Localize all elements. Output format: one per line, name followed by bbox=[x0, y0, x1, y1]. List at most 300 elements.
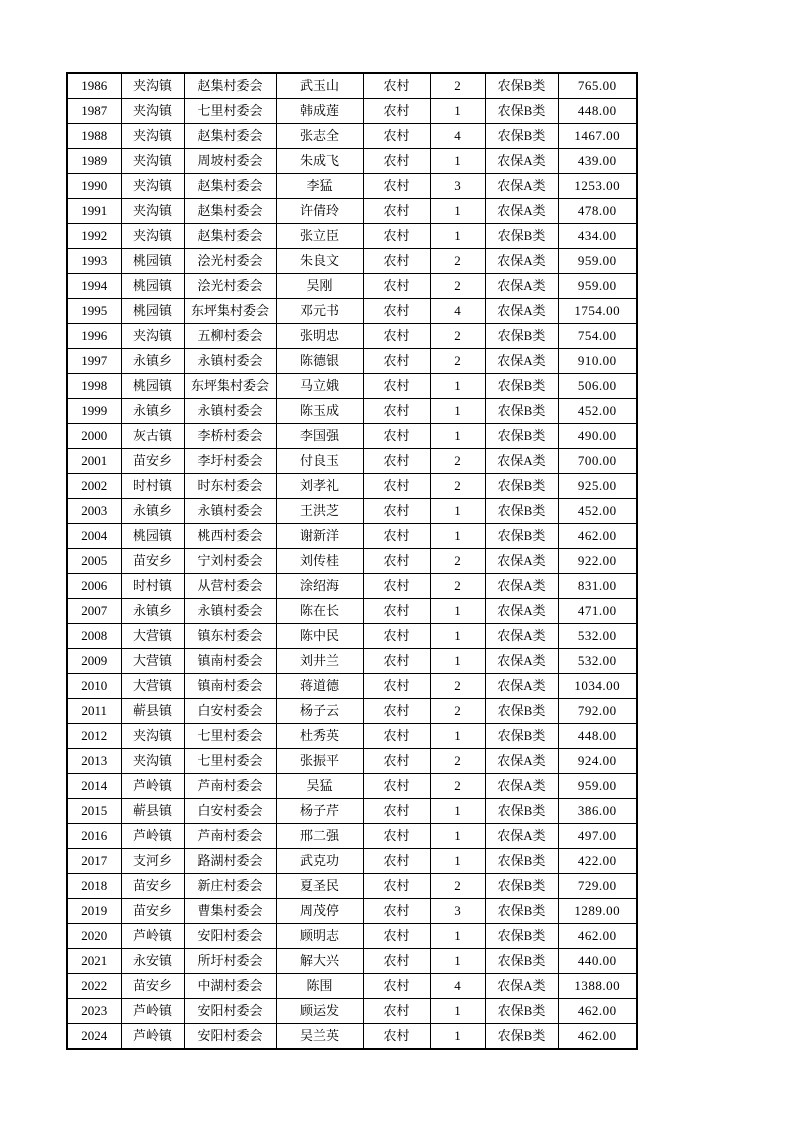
cell-insurance_type: 农保B类 bbox=[485, 73, 558, 99]
cell-category: 农村 bbox=[363, 699, 430, 724]
cell-insurance_type: 农保B类 bbox=[485, 1024, 558, 1050]
cell-insurance_type: 农保A类 bbox=[485, 649, 558, 674]
table-row bbox=[67, 824, 637, 849]
cell-village: 镇南村委会 bbox=[184, 649, 276, 674]
cell-insurance_type: 农保A类 bbox=[485, 749, 558, 774]
table-row bbox=[67, 374, 637, 399]
cell-category: 农村 bbox=[363, 499, 430, 524]
cell-town: 桃园镇 bbox=[121, 249, 184, 274]
cell-village: 浍光村委会 bbox=[184, 274, 276, 299]
cell-name: 朱成飞 bbox=[276, 149, 363, 174]
cell-row_no: 2013 bbox=[67, 749, 121, 774]
cell-name: 刘孝礼 bbox=[276, 474, 363, 499]
cell-town: 芦岭镇 bbox=[121, 924, 184, 949]
cell-persons: 3 bbox=[430, 174, 485, 199]
cell-persons: 2 bbox=[430, 874, 485, 899]
cell-row_no: 1987 bbox=[67, 99, 121, 124]
cell-row_no: 2014 bbox=[67, 774, 121, 799]
cell-persons: 4 bbox=[430, 299, 485, 324]
cell-village: 李圩村委会 bbox=[184, 449, 276, 474]
cell-town: 时村镇 bbox=[121, 474, 184, 499]
cell-amount: 490.00 bbox=[558, 424, 637, 449]
cell-amount: 924.00 bbox=[558, 749, 637, 774]
table-row bbox=[67, 449, 637, 474]
cell-persons: 2 bbox=[430, 73, 485, 99]
cell-village: 桃西村委会 bbox=[184, 524, 276, 549]
cell-amount: 959.00 bbox=[558, 249, 637, 274]
cell-category: 农村 bbox=[363, 649, 430, 674]
cell-row_no: 2001 bbox=[67, 449, 121, 474]
cell-village: 东坪集村委会 bbox=[184, 299, 276, 324]
cell-town: 永镇乡 bbox=[121, 399, 184, 424]
cell-name: 顾明志 bbox=[276, 924, 363, 949]
cell-persons: 1 bbox=[430, 1024, 485, 1050]
cell-town: 蕲县镇 bbox=[121, 799, 184, 824]
table-row bbox=[67, 499, 637, 524]
cell-row_no: 2005 bbox=[67, 549, 121, 574]
cell-insurance_type: 农保B类 bbox=[485, 474, 558, 499]
cell-amount: 792.00 bbox=[558, 699, 637, 724]
cell-category: 农村 bbox=[363, 949, 430, 974]
cell-insurance_type: 农保B类 bbox=[485, 99, 558, 124]
cell-amount: 462.00 bbox=[558, 999, 637, 1024]
cell-persons: 1 bbox=[430, 949, 485, 974]
cell-row_no: 2019 bbox=[67, 899, 121, 924]
cell-row_no: 1998 bbox=[67, 374, 121, 399]
cell-row_no: 2004 bbox=[67, 524, 121, 549]
table-row bbox=[67, 299, 637, 324]
cell-name: 陈德银 bbox=[276, 349, 363, 374]
cell-insurance_type: 农保B类 bbox=[485, 899, 558, 924]
cell-name: 周茂停 bbox=[276, 899, 363, 924]
cell-amount: 422.00 bbox=[558, 849, 637, 874]
cell-amount: 440.00 bbox=[558, 949, 637, 974]
cell-town: 永镇乡 bbox=[121, 499, 184, 524]
cell-persons: 1 bbox=[430, 399, 485, 424]
cell-row_no: 2008 bbox=[67, 624, 121, 649]
table-row bbox=[67, 999, 637, 1024]
cell-category: 农村 bbox=[363, 749, 430, 774]
cell-name: 武玉山 bbox=[276, 73, 363, 99]
cell-category: 农村 bbox=[363, 874, 430, 899]
cell-row_no: 2010 bbox=[67, 674, 121, 699]
cell-town: 夹沟镇 bbox=[121, 73, 184, 99]
table-row bbox=[67, 1024, 637, 1050]
cell-name: 李国强 bbox=[276, 424, 363, 449]
cell-amount: 434.00 bbox=[558, 224, 637, 249]
cell-row_no: 1999 bbox=[67, 399, 121, 424]
cell-town: 芦岭镇 bbox=[121, 999, 184, 1024]
cell-amount: 1754.00 bbox=[558, 299, 637, 324]
cell-village: 从营村委会 bbox=[184, 574, 276, 599]
table-row bbox=[67, 774, 637, 799]
cell-town: 苗安乡 bbox=[121, 974, 184, 999]
cell-persons: 4 bbox=[430, 974, 485, 999]
cell-category: 农村 bbox=[363, 724, 430, 749]
cell-name: 李猛 bbox=[276, 174, 363, 199]
cell-row_no: 1991 bbox=[67, 199, 121, 224]
cell-persons: 1 bbox=[430, 224, 485, 249]
cell-name: 杨子云 bbox=[276, 699, 363, 724]
table-row bbox=[67, 949, 637, 974]
cell-name: 朱良文 bbox=[276, 249, 363, 274]
cell-town: 桃园镇 bbox=[121, 274, 184, 299]
cell-town: 大营镇 bbox=[121, 624, 184, 649]
cell-village: 时东村委会 bbox=[184, 474, 276, 499]
cell-row_no: 1993 bbox=[67, 249, 121, 274]
cell-amount: 462.00 bbox=[558, 524, 637, 549]
cell-name: 陈在长 bbox=[276, 599, 363, 624]
cell-insurance_type: 农保B类 bbox=[485, 524, 558, 549]
cell-persons: 1 bbox=[430, 824, 485, 849]
cell-village: 浍光村委会 bbox=[184, 249, 276, 274]
table-row bbox=[67, 574, 637, 599]
cell-row_no: 2015 bbox=[67, 799, 121, 824]
cell-village: 赵集村委会 bbox=[184, 174, 276, 199]
cell-persons: 1 bbox=[430, 849, 485, 874]
cell-town: 灰古镇 bbox=[121, 424, 184, 449]
cell-category: 农村 bbox=[363, 224, 430, 249]
table-row bbox=[67, 749, 637, 774]
cell-category: 农村 bbox=[363, 424, 430, 449]
table-row bbox=[67, 424, 637, 449]
cell-amount: 532.00 bbox=[558, 624, 637, 649]
table-row bbox=[67, 599, 637, 624]
cell-town: 桃园镇 bbox=[121, 299, 184, 324]
table-row bbox=[67, 249, 637, 274]
cell-persons: 2 bbox=[430, 274, 485, 299]
cell-category: 农村 bbox=[363, 474, 430, 499]
cell-insurance_type: 农保B类 bbox=[485, 799, 558, 824]
cell-village: 七里村委会 bbox=[184, 99, 276, 124]
cell-category: 农村 bbox=[363, 549, 430, 574]
cell-amount: 754.00 bbox=[558, 324, 637, 349]
cell-village: 中湖村委会 bbox=[184, 974, 276, 999]
cell-row_no: 2017 bbox=[67, 849, 121, 874]
cell-persons: 2 bbox=[430, 699, 485, 724]
cell-category: 农村 bbox=[363, 599, 430, 624]
cell-village: 五柳村委会 bbox=[184, 324, 276, 349]
cell-amount: 448.00 bbox=[558, 99, 637, 124]
cell-amount: 462.00 bbox=[558, 1024, 637, 1050]
cell-village: 路湖村委会 bbox=[184, 849, 276, 874]
cell-town: 苗安乡 bbox=[121, 899, 184, 924]
cell-insurance_type: 农保B类 bbox=[485, 124, 558, 149]
cell-persons: 2 bbox=[430, 474, 485, 499]
cell-insurance_type: 农保A类 bbox=[485, 774, 558, 799]
cell-amount: 959.00 bbox=[558, 274, 637, 299]
cell-village: 镇东村委会 bbox=[184, 624, 276, 649]
cell-amount: 497.00 bbox=[558, 824, 637, 849]
cell-town: 夹沟镇 bbox=[121, 149, 184, 174]
cell-category: 农村 bbox=[363, 1024, 430, 1050]
cell-insurance_type: 农保B类 bbox=[485, 874, 558, 899]
cell-insurance_type: 农保B类 bbox=[485, 374, 558, 399]
cell-category: 农村 bbox=[363, 999, 430, 1024]
cell-insurance_type: 农保B类 bbox=[485, 399, 558, 424]
cell-village: 安阳村委会 bbox=[184, 999, 276, 1024]
table-row bbox=[67, 349, 637, 374]
table-row bbox=[67, 549, 637, 574]
table-row bbox=[67, 724, 637, 749]
table-row bbox=[67, 899, 637, 924]
cell-row_no: 2021 bbox=[67, 949, 121, 974]
cell-category: 农村 bbox=[363, 199, 430, 224]
cell-name: 许倩玲 bbox=[276, 199, 363, 224]
cell-name: 邓元书 bbox=[276, 299, 363, 324]
cell-village: 七里村委会 bbox=[184, 749, 276, 774]
cell-insurance_type: 农保A类 bbox=[485, 349, 558, 374]
table-row bbox=[67, 224, 637, 249]
cell-village: 东坪集村委会 bbox=[184, 374, 276, 399]
cell-amount: 1289.00 bbox=[558, 899, 637, 924]
cell-name: 杜秀英 bbox=[276, 724, 363, 749]
cell-name: 陈围 bbox=[276, 974, 363, 999]
cell-insurance_type: 农保B类 bbox=[485, 924, 558, 949]
insurance-register-table bbox=[66, 72, 638, 1050]
cell-row_no: 2002 bbox=[67, 474, 121, 499]
table-row bbox=[67, 199, 637, 224]
cell-amount: 925.00 bbox=[558, 474, 637, 499]
cell-amount: 532.00 bbox=[558, 649, 637, 674]
cell-persons: 2 bbox=[430, 324, 485, 349]
cell-row_no: 2022 bbox=[67, 974, 121, 999]
cell-amount: 910.00 bbox=[558, 349, 637, 374]
cell-category: 农村 bbox=[363, 449, 430, 474]
cell-amount: 1034.00 bbox=[558, 674, 637, 699]
cell-insurance_type: 农保A类 bbox=[485, 574, 558, 599]
cell-persons: 1 bbox=[430, 524, 485, 549]
cell-amount: 471.00 bbox=[558, 599, 637, 624]
cell-persons: 1 bbox=[430, 999, 485, 1024]
cell-category: 农村 bbox=[363, 149, 430, 174]
cell-town: 苗安乡 bbox=[121, 549, 184, 574]
cell-town: 夹沟镇 bbox=[121, 324, 184, 349]
cell-category: 农村 bbox=[363, 574, 430, 599]
cell-town: 永安镇 bbox=[121, 949, 184, 974]
table-body bbox=[67, 73, 637, 1049]
cell-name: 张立臣 bbox=[276, 224, 363, 249]
table-row bbox=[67, 274, 637, 299]
cell-row_no: 2006 bbox=[67, 574, 121, 599]
cell-name: 马立娥 bbox=[276, 374, 363, 399]
cell-name: 吴兰英 bbox=[276, 1024, 363, 1050]
cell-insurance_type: 农保A类 bbox=[485, 449, 558, 474]
table-row bbox=[67, 699, 637, 724]
cell-category: 农村 bbox=[363, 299, 430, 324]
cell-town: 大营镇 bbox=[121, 649, 184, 674]
table-row bbox=[67, 73, 637, 99]
cell-name: 杨子芹 bbox=[276, 799, 363, 824]
cell-insurance_type: 农保B类 bbox=[485, 324, 558, 349]
cell-persons: 3 bbox=[430, 899, 485, 924]
cell-row_no: 1995 bbox=[67, 299, 121, 324]
cell-persons: 1 bbox=[430, 924, 485, 949]
cell-town: 芦岭镇 bbox=[121, 774, 184, 799]
cell-town: 永镇乡 bbox=[121, 349, 184, 374]
cell-persons: 2 bbox=[430, 674, 485, 699]
cell-village: 曹集村委会 bbox=[184, 899, 276, 924]
cell-amount: 506.00 bbox=[558, 374, 637, 399]
cell-town: 芦岭镇 bbox=[121, 1024, 184, 1050]
cell-village: 新庄村委会 bbox=[184, 874, 276, 899]
cell-row_no: 1997 bbox=[67, 349, 121, 374]
cell-town: 夹沟镇 bbox=[121, 174, 184, 199]
cell-village: 白安村委会 bbox=[184, 699, 276, 724]
cell-name: 夏圣民 bbox=[276, 874, 363, 899]
cell-insurance_type: 农保A类 bbox=[485, 624, 558, 649]
cell-town: 苗安乡 bbox=[121, 449, 184, 474]
table-row bbox=[67, 624, 637, 649]
cell-category: 农村 bbox=[363, 849, 430, 874]
cell-town: 夹沟镇 bbox=[121, 749, 184, 774]
table-row bbox=[67, 99, 637, 124]
cell-name: 武克功 bbox=[276, 849, 363, 874]
cell-amount: 1388.00 bbox=[558, 974, 637, 999]
cell-row_no: 2012 bbox=[67, 724, 121, 749]
cell-category: 农村 bbox=[363, 674, 430, 699]
cell-persons: 1 bbox=[430, 424, 485, 449]
cell-category: 农村 bbox=[363, 99, 430, 124]
cell-amount: 765.00 bbox=[558, 73, 637, 99]
cell-row_no: 2020 bbox=[67, 924, 121, 949]
table-row bbox=[67, 649, 637, 674]
cell-insurance_type: 农保A类 bbox=[485, 299, 558, 324]
cell-village: 赵集村委会 bbox=[184, 124, 276, 149]
cell-insurance_type: 农保A类 bbox=[485, 599, 558, 624]
table-row bbox=[67, 399, 637, 424]
table-row bbox=[67, 124, 637, 149]
cell-row_no: 2007 bbox=[67, 599, 121, 624]
cell-name: 张明忠 bbox=[276, 324, 363, 349]
cell-name: 蒋道德 bbox=[276, 674, 363, 699]
table-row bbox=[67, 849, 637, 874]
cell-persons: 1 bbox=[430, 624, 485, 649]
cell-row_no: 2011 bbox=[67, 699, 121, 724]
cell-persons: 2 bbox=[430, 774, 485, 799]
table-row bbox=[67, 874, 637, 899]
cell-category: 农村 bbox=[363, 174, 430, 199]
cell-name: 解大兴 bbox=[276, 949, 363, 974]
cell-name: 吴刚 bbox=[276, 274, 363, 299]
cell-village: 永镇村委会 bbox=[184, 349, 276, 374]
cell-amount: 959.00 bbox=[558, 774, 637, 799]
cell-category: 农村 bbox=[363, 974, 430, 999]
cell-town: 夹沟镇 bbox=[121, 99, 184, 124]
cell-name: 陈玉成 bbox=[276, 399, 363, 424]
cell-category: 农村 bbox=[363, 524, 430, 549]
cell-category: 农村 bbox=[363, 349, 430, 374]
cell-insurance_type: 农保B类 bbox=[485, 224, 558, 249]
cell-insurance_type: 农保B类 bbox=[485, 699, 558, 724]
cell-insurance_type: 农保A类 bbox=[485, 974, 558, 999]
cell-name: 韩成莲 bbox=[276, 99, 363, 124]
cell-persons: 2 bbox=[430, 449, 485, 474]
cell-insurance_type: 农保A类 bbox=[485, 674, 558, 699]
cell-insurance_type: 农保A类 bbox=[485, 249, 558, 274]
cell-town: 夹沟镇 bbox=[121, 199, 184, 224]
cell-persons: 1 bbox=[430, 149, 485, 174]
table-row bbox=[67, 799, 637, 824]
cell-name: 顾运发 bbox=[276, 999, 363, 1024]
cell-name: 张志全 bbox=[276, 124, 363, 149]
cell-persons: 1 bbox=[430, 374, 485, 399]
cell-village: 宁刘村委会 bbox=[184, 549, 276, 574]
cell-amount: 729.00 bbox=[558, 874, 637, 899]
cell-town: 时村镇 bbox=[121, 574, 184, 599]
cell-amount: 452.00 bbox=[558, 399, 637, 424]
cell-row_no: 2023 bbox=[67, 999, 121, 1024]
cell-row_no: 1988 bbox=[67, 124, 121, 149]
cell-row_no: 1989 bbox=[67, 149, 121, 174]
table-row bbox=[67, 174, 637, 199]
cell-persons: 1 bbox=[430, 599, 485, 624]
cell-amount: 386.00 bbox=[558, 799, 637, 824]
cell-amount: 700.00 bbox=[558, 449, 637, 474]
cell-village: 李桥村委会 bbox=[184, 424, 276, 449]
cell-category: 农村 bbox=[363, 899, 430, 924]
table-row bbox=[67, 149, 637, 174]
cell-name: 谢新洋 bbox=[276, 524, 363, 549]
cell-category: 农村 bbox=[363, 799, 430, 824]
cell-name: 吴猛 bbox=[276, 774, 363, 799]
cell-row_no: 1990 bbox=[67, 174, 121, 199]
cell-persons: 2 bbox=[430, 249, 485, 274]
cell-amount: 462.00 bbox=[558, 924, 637, 949]
cell-village: 白安村委会 bbox=[184, 799, 276, 824]
cell-insurance_type: 农保A类 bbox=[485, 149, 558, 174]
cell-category: 农村 bbox=[363, 274, 430, 299]
cell-town: 苗安乡 bbox=[121, 874, 184, 899]
cell-village: 安阳村委会 bbox=[184, 1024, 276, 1050]
cell-insurance_type: 农保A类 bbox=[485, 549, 558, 574]
cell-village: 永镇村委会 bbox=[184, 399, 276, 424]
cell-amount: 452.00 bbox=[558, 499, 637, 524]
cell-name: 刘传桂 bbox=[276, 549, 363, 574]
cell-row_no: 2003 bbox=[67, 499, 121, 524]
table-row bbox=[67, 974, 637, 999]
table-row bbox=[67, 474, 637, 499]
cell-village: 周坡村委会 bbox=[184, 149, 276, 174]
table-row bbox=[67, 324, 637, 349]
cell-town: 夹沟镇 bbox=[121, 124, 184, 149]
cell-row_no: 2024 bbox=[67, 1024, 121, 1050]
cell-amount: 831.00 bbox=[558, 574, 637, 599]
cell-persons: 2 bbox=[430, 349, 485, 374]
cell-name: 张振平 bbox=[276, 749, 363, 774]
cell-name: 邢二强 bbox=[276, 824, 363, 849]
cell-category: 农村 bbox=[363, 374, 430, 399]
cell-persons: 1 bbox=[430, 199, 485, 224]
cell-town: 大营镇 bbox=[121, 674, 184, 699]
cell-persons: 1 bbox=[430, 649, 485, 674]
cell-town: 桃园镇 bbox=[121, 524, 184, 549]
cell-village: 赵集村委会 bbox=[184, 73, 276, 99]
cell-town: 桃园镇 bbox=[121, 374, 184, 399]
cell-village: 芦南村委会 bbox=[184, 824, 276, 849]
cell-insurance_type: 农保B类 bbox=[485, 424, 558, 449]
cell-village: 赵集村委会 bbox=[184, 224, 276, 249]
cell-insurance_type: 农保B类 bbox=[485, 949, 558, 974]
cell-row_no: 2016 bbox=[67, 824, 121, 849]
cell-persons: 1 bbox=[430, 499, 485, 524]
cell-name: 王洪芝 bbox=[276, 499, 363, 524]
cell-persons: 1 bbox=[430, 724, 485, 749]
cell-name: 付良玉 bbox=[276, 449, 363, 474]
cell-persons: 4 bbox=[430, 124, 485, 149]
cell-name: 陈中民 bbox=[276, 624, 363, 649]
cell-category: 农村 bbox=[363, 774, 430, 799]
